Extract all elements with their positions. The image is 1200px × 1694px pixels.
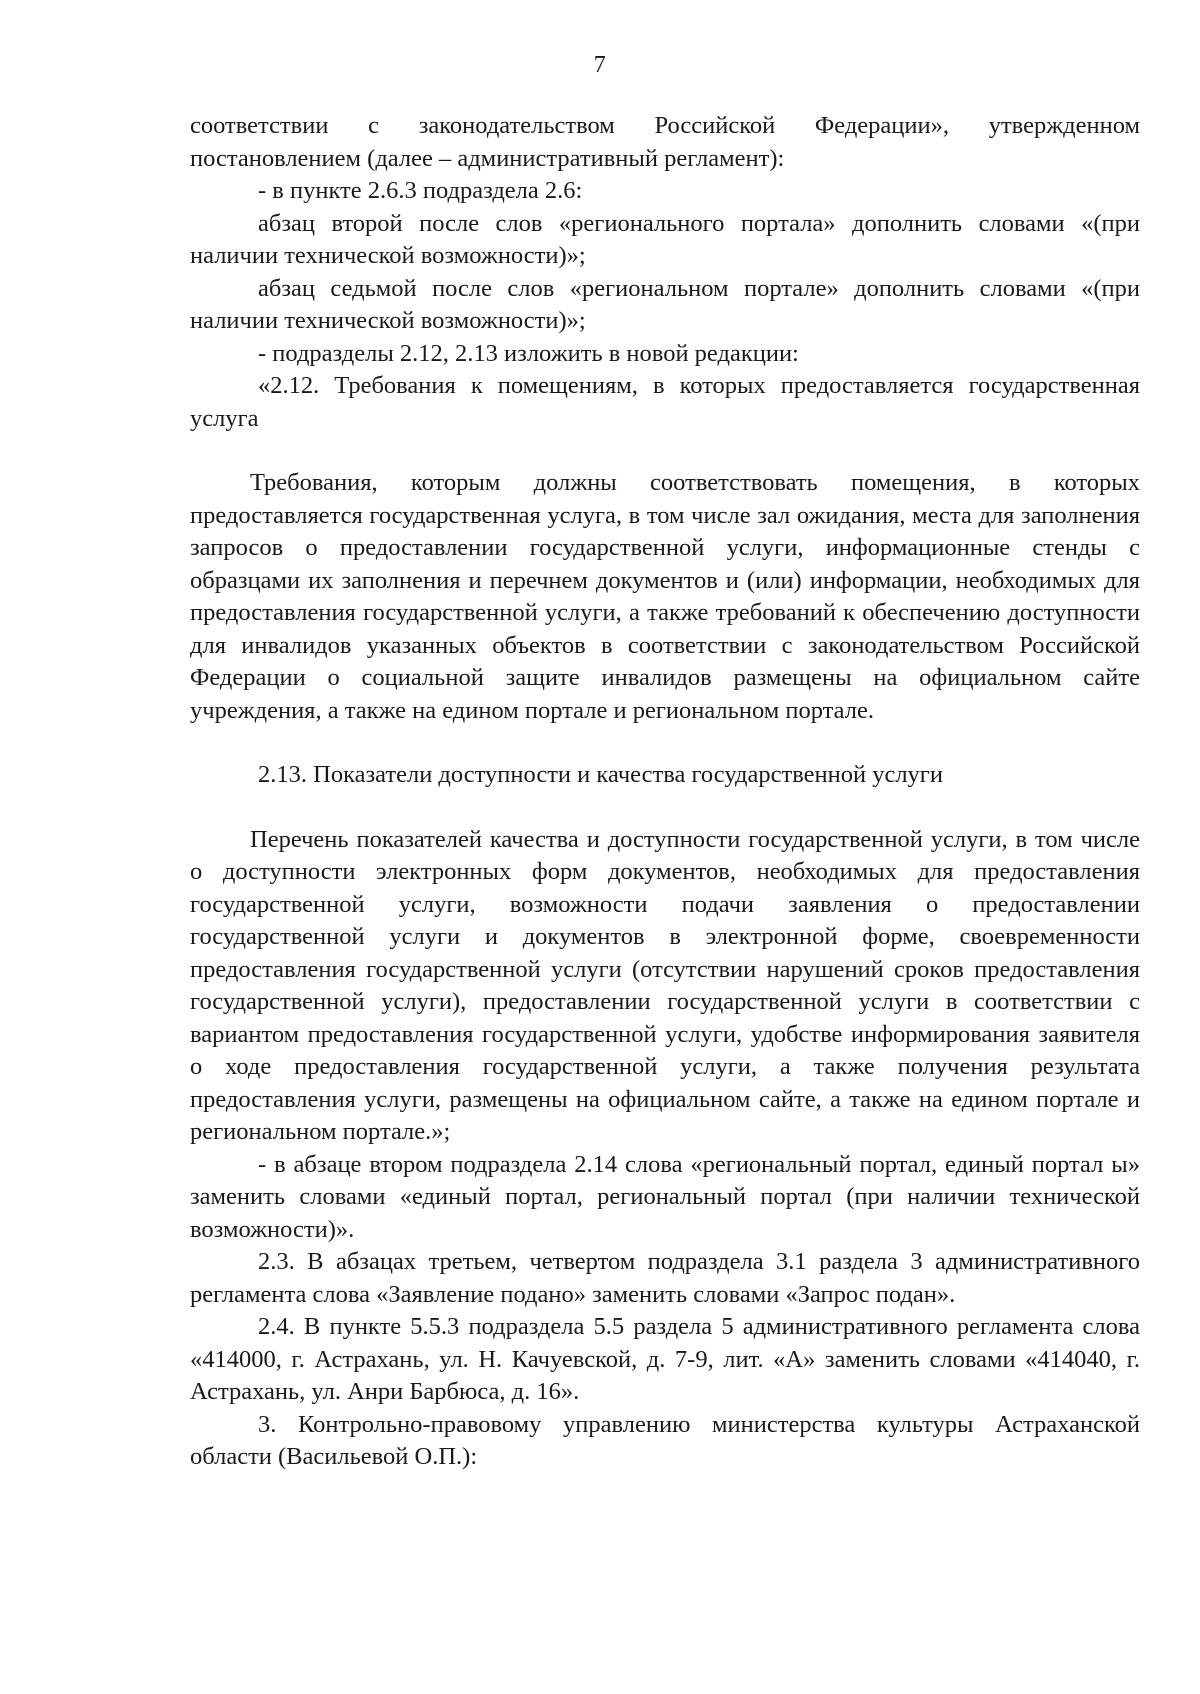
paragraph-quality-indicators: Перечень показателей качества и доступности государственной услуги, в том числе о доступности электронных форм документов, необходимых для предоставления государственной услуги, возможности подачи заявления о предоставлении государственной услуги и документов в электронной форме, своевременности предоставления государственной услуги (отсутствии нарушений сроков предоставления государственной услуги), предоставлении государственной услуги в соответствии с вариантом предоставления государственной услуги, удобстве информирования заявителя о ходе предоставления государственной услуги, а также получения результата предоставления услуги, размещены на официальном сайте, а также на едином портале и региональном портале.»; (190, 825, 1140, 1145)
spacer (190, 435, 1140, 467)
paragraph-item-2-4: 2.4. В пункте 5.5.3 подраздела 5.5 раздела 5 административного регламента слова «414000, г. Астрахань, ул. Н. Качуевской, д. 7-9, лит. «А» заменить словами «414040, г. Астрахань, ул. Анри Барбюса, д. 16». (190, 1313, 1140, 1405)
spacer (190, 792, 1140, 824)
paragraph-requirements-premises: Требования, которым должны соответствовать помещения, в которых предоставляется государственная услуга, в том числе зал ожидания, места для заполнения запросов о предоставлении государственной услуги, информационные стенды с образцами их заполнения и перечнем документов и (или) информации, необходимых для предоставления государственной услуги, а также требований к обеспечению доступности для инвалидов указанных объектов в соответствии с законодательством Российской Федерации о социальной защите инвалидов размещены на официальном сайте учреждения, а также на едином портале и региональном портале. (190, 469, 1140, 724)
paragraph-subsections-new-edition: - подразделы 2.12, 2.13 изложить в новой редакции: (258, 339, 799, 367)
paragraph-heading-2-13: 2.13. Показатели доступности и качества государственной услуги (258, 761, 943, 788)
paragraph-subsection-2-14: - в абзаце втором подраздела 2.14 слова «региональный портал, единый портал ы» заменить словами «единый портал, региональный портал (при наличии технической возможности)». (190, 1150, 1140, 1243)
spacer (190, 727, 1140, 759)
paragraph-intro: соответствии с законодательством Российской Федерации», утвержденном постановлением (далее – административный регламент): (190, 112, 1140, 172)
document-body (190, 110, 1140, 1474)
paragraph-item-2-3: 2.3. В абзацах третьем, четвертом подраздела 3.1 раздела 3 административного регламента слова «Заявление подано» заменить словами «Запрос подан». (190, 1248, 1140, 1308)
page-number: 7 (593, 52, 607, 78)
paragraph-item-2-6-3: - в пункте 2.6.3 подраздела 2.6: (258, 177, 583, 204)
paragraph-abzac-sedmoi: абзац седьмой после слов «региональном портале» дополнить словами «(при наличии технической возможности)»; (190, 274, 1140, 334)
paragraph-abzac-vtoroi: абзац второй после слов «регионального портала» дополнить словами «(при наличии технической возможности)»; (190, 209, 1140, 269)
paragraph-item-3: 3. Контрольно-правовому управлению министерства культуры Астраханской области (Васильевой О.П.): (190, 1410, 1140, 1470)
paragraph-heading-2-12: «2.12. Требования к помещениям, в которых предоставляется государственная услуга (190, 372, 1140, 432)
